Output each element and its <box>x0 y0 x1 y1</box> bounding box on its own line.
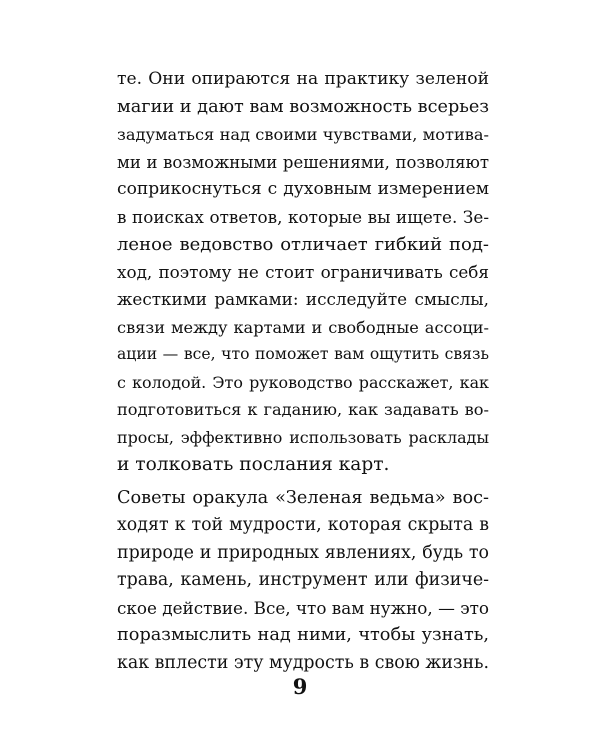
text-line: поразмыслить над ними, чтобы узнать, <box>117 625 489 645</box>
paragraph-1 <box>117 66 489 479</box>
text-line: ходят к той мудрости, которая скрыта в <box>117 515 489 535</box>
text-line: ход, поэтому не стоит ограничивать себя <box>117 261 489 282</box>
text-line: те. Они опираются на практику зеленой <box>117 69 489 89</box>
text-line: и толковать послания карт. <box>117 454 390 475</box>
body-text <box>117 66 489 677</box>
text-line: жесткими рамками: исследуйте смыслы, <box>117 289 489 309</box>
text-line: ми и возможными решениями, позволяют <box>117 152 489 172</box>
paragraph-2 <box>117 485 489 678</box>
text-line: как вплести эту мудрость в свою жизнь. <box>117 652 490 673</box>
text-line: с колодой. Это руководство расскажет, как <box>117 372 489 392</box>
page-number: 9 <box>292 674 308 699</box>
text-line: в поисках ответов, которые вы ищете. Зе- <box>117 206 489 227</box>
text-line: ации — все, что поможет вам ощутить связь <box>117 345 489 363</box>
text-line: леное ведовство отличает гибкий под- <box>117 234 489 255</box>
text-line: соприкоснуться с духовным измерением <box>117 179 489 199</box>
text-line: задуматься над своими чувствами, мотива- <box>117 125 489 144</box>
text-line: Советы оракула «Зеленая ведьма» вос- <box>117 487 489 508</box>
text-line: ское действие. Все, что вам нужно, — это <box>117 597 489 618</box>
text-line: подготовиться к гаданию, как задавать во- <box>117 400 489 419</box>
text-line: магии и дают вам возможность всерьез <box>117 96 490 117</box>
text-line: просы, эффективно использовать расклады <box>117 427 489 447</box>
text-line: трава, камень, инструмент или физиче- <box>117 570 489 590</box>
text-line: природе и природных явлениях, будь то <box>117 542 489 563</box>
text-line: связи между картами и свободные ассоци- <box>117 317 489 337</box>
